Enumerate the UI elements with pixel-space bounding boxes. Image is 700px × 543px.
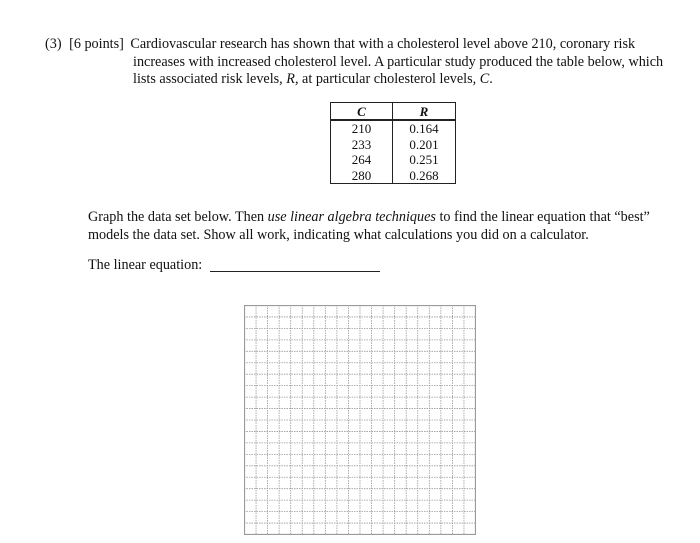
- header-c: C: [331, 103, 393, 121]
- question-points: [6 points]: [69, 36, 124, 52]
- answer-label: The linear equation:: [88, 257, 203, 273]
- cell-r: 0.164: [393, 120, 456, 137]
- instructions-part-2: to find the linear equation that “best”: [435, 209, 650, 225]
- instructions-emphasis: use linear algebra techniques: [267, 209, 436, 225]
- question-text: [45, 36, 675, 89]
- cell-r: 0.201: [393, 137, 456, 153]
- instructions-line-2: models the data set. Show all work, indicating what calculations you did on a calculator.: [88, 226, 589, 243]
- table-row: [331, 168, 456, 184]
- cell-c: 233: [331, 137, 393, 153]
- table-row: [331, 152, 456, 168]
- table-row: [331, 120, 456, 137]
- question-number: (3): [45, 36, 62, 52]
- question-line-2: increases with increased cholesterol level. A particular study produced the table below, which: [133, 53, 664, 70]
- cell-c: 280: [331, 168, 393, 184]
- table-row: [331, 137, 456, 153]
- instructions-part-1: Graph the data set below. Then: [88, 209, 268, 225]
- cell-r: 0.268: [393, 168, 456, 184]
- header-r: R: [393, 103, 456, 121]
- variable-c: C: [479, 71, 490, 87]
- graph-grid[interactable]: [244, 305, 476, 535]
- question-line-3: [45, 71, 675, 89]
- data-table: [330, 102, 456, 184]
- instructions: [88, 209, 678, 244]
- answer-blank-line[interactable]: [210, 271, 380, 272]
- cell-c: 210: [331, 120, 393, 137]
- cell-c: 264: [331, 152, 393, 168]
- question-line-1: Cardiovascular research has shown that with a cholesterol level above 210, coronary risk: [130, 36, 636, 52]
- variable-r: R,: [286, 71, 299, 87]
- question-line-3-b: at particular cholesterol levels,: [298, 71, 480, 87]
- question-line-3-a: lists associated risk levels,: [133, 71, 287, 87]
- cell-r: 0.251: [393, 152, 456, 168]
- table-header-row: [331, 103, 456, 121]
- question-line-3-end: .: [489, 71, 493, 87]
